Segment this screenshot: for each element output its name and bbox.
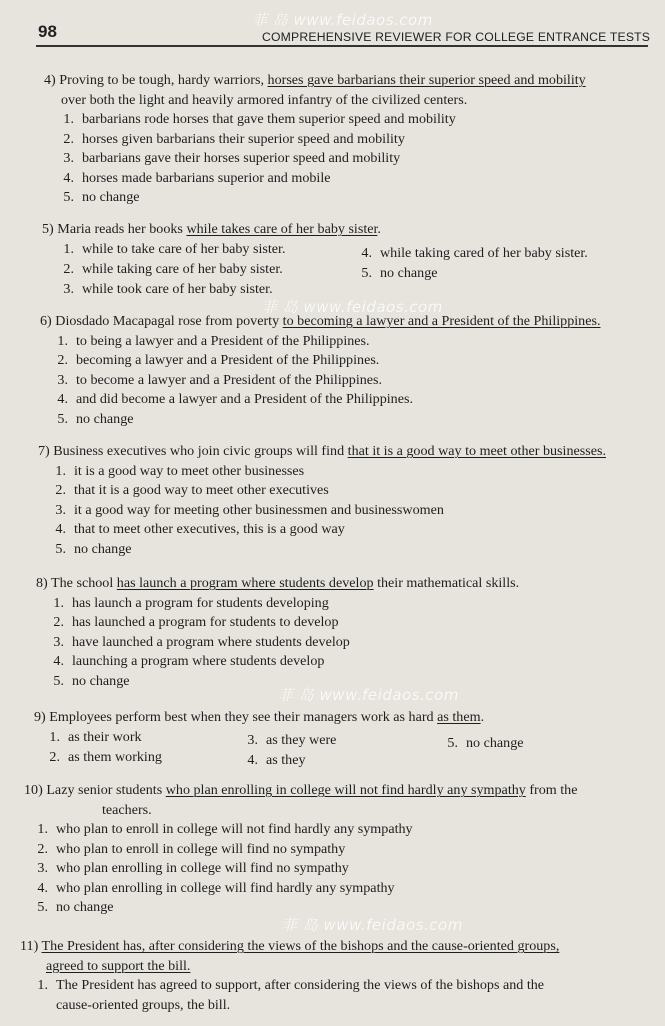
- option-number: 3.: [55, 501, 66, 518]
- option-text: who plan to enroll in college will find no sympathy: [56, 840, 346, 857]
- option-3: [24, 859, 578, 879]
- option-text: it a good way for meeting other businessmen and businesswomen: [74, 501, 444, 518]
- option-number: 5.: [53, 672, 64, 689]
- option-number: 4.: [361, 244, 372, 261]
- option-text: who plan enrolling in college will find hardly any sympathy: [56, 879, 395, 896]
- stem-text: Lazy senior students: [46, 782, 166, 798]
- stem-text: Diosdado Macapagal rose from poverty: [55, 313, 283, 329]
- option-number: 2.: [63, 130, 74, 147]
- option-text: to being a lawyer and a President of the Philippines.: [76, 332, 370, 349]
- watermark: 菲 岛 www.feidaos.com: [262, 298, 443, 316]
- option-5: [40, 672, 519, 692]
- question-number: 5): [42, 221, 54, 237]
- stem-text: .: [480, 709, 485, 725]
- option-5: [42, 540, 606, 560]
- option-4: [234, 751, 306, 771]
- option-text: barbarians gave their horses superior speed and mobility: [82, 150, 401, 166]
- option-number: 1.: [55, 462, 66, 479]
- option-text: no change: [76, 410, 134, 427]
- option-number: 2.: [37, 840, 48, 857]
- option-number: 1.: [63, 240, 74, 257]
- option-number: 4.: [53, 653, 64, 669]
- option-text: while taking cared of her baby sister.: [380, 244, 588, 261]
- option-text: has launch a program for students developing: [72, 594, 329, 611]
- underlined-segment: while takes care of her baby sister: [186, 221, 378, 237]
- option-5: [348, 264, 438, 284]
- option-text: no change: [82, 189, 140, 205]
- question-number: 9): [34, 709, 46, 725]
- option-number: 3.: [37, 860, 48, 876]
- question-stem: [44, 71, 586, 91]
- question-10: [24, 781, 578, 918]
- question-number: 7): [38, 443, 50, 459]
- option-number: 1.: [49, 728, 60, 745]
- stem-text: Employees perform best when they see their managers work as hard: [49, 709, 438, 725]
- question-stem: [20, 937, 559, 957]
- option-text: while to take care of her baby sister.: [82, 240, 286, 257]
- option-text: to become a lawyer and a President of the Philippines.: [76, 371, 383, 388]
- option-5: [44, 410, 601, 430]
- option-2: [40, 613, 519, 633]
- question-8: [36, 574, 519, 691]
- option-number: 1.: [37, 977, 48, 993]
- option-text: that it is a good way to meet other executives: [74, 482, 329, 498]
- option-3: [234, 731, 336, 751]
- question-4: [44, 71, 586, 208]
- option-text: The President has agreed to support, after considering the views of the bishops and the: [56, 977, 545, 993]
- option-number: 2.: [63, 260, 74, 277]
- option-text: barbarians rode horses that gave them superior speed and mobility: [82, 111, 456, 127]
- underlined-segment: agreed to support the bill.: [46, 957, 191, 974]
- question-stem: [24, 781, 578, 801]
- option-5: [434, 734, 524, 754]
- option-text: no change: [74, 540, 132, 557]
- option-1: [42, 462, 606, 482]
- option-2: [42, 481, 606, 501]
- stem-text: from the: [525, 782, 578, 798]
- underlined-segment: that it is a good way to meet other businesses.: [347, 443, 606, 459]
- option-number: 2.: [49, 748, 60, 765]
- option-text: no change: [56, 899, 114, 915]
- option-4: [24, 879, 578, 899]
- option-2: [36, 748, 162, 768]
- stem-continuation: teachers.: [102, 801, 152, 818]
- option-number: 5.: [63, 189, 74, 205]
- option-5: [24, 898, 578, 918]
- option-3: [50, 149, 586, 169]
- option-text: while took care of her baby sister.: [82, 280, 273, 297]
- option-3: [44, 371, 601, 391]
- underlined-segment: The President has, after considering the views of the bishops and the cause-oriented groups,: [41, 938, 560, 954]
- question-number: 4): [44, 72, 56, 88]
- question-stem: [34, 708, 634, 728]
- option-1: [44, 332, 601, 352]
- option-text: while taking care of her baby sister.: [82, 260, 283, 277]
- question-11: [20, 937, 559, 1015]
- underlined-segment: has launch a program where students develop: [116, 575, 374, 591]
- watermark: 菲 岛 www.feidaos.com: [278, 686, 459, 704]
- option-2: [44, 351, 601, 371]
- option-3: [42, 501, 606, 521]
- question-stem: [40, 312, 601, 332]
- option-1: [36, 728, 142, 748]
- question-6: [40, 312, 601, 429]
- stem-text: Proving to be tough, hardy warriors,: [59, 72, 268, 88]
- underlined-segment: who plan enrolling in college will not find hardly any sympathy: [165, 782, 526, 798]
- option-2: [24, 840, 578, 860]
- option-number: 1.: [53, 594, 64, 611]
- question-stem: [42, 220, 632, 240]
- question-number: 8): [36, 575, 48, 591]
- option-text: as they were: [266, 731, 337, 748]
- option-number: 4.: [63, 169, 74, 186]
- option-4: [50, 169, 586, 189]
- option-text: horses given barbarians their superior speed and mobility: [82, 130, 405, 147]
- option-number: 5.: [447, 734, 458, 751]
- option-3: [40, 633, 519, 653]
- option-text: no change: [72, 672, 130, 689]
- stem-text: .: [377, 221, 381, 237]
- question-number: 10): [24, 782, 43, 798]
- option-number: 4.: [57, 391, 68, 407]
- question-stem: [36, 574, 519, 594]
- option-number: 5.: [55, 540, 66, 557]
- question-number: 6): [40, 313, 52, 329]
- option-text: it is a good way to meet other businesses: [74, 462, 305, 479]
- page-number: 98: [38, 22, 57, 41]
- option-text: who plan enrolling in college will find no sympathy: [56, 860, 349, 876]
- option-number: 1.: [37, 821, 48, 837]
- option-text: has launched a program for students to develop: [72, 614, 339, 630]
- option-number: 3.: [57, 371, 68, 388]
- option-number: 1.: [63, 111, 74, 127]
- stem-text: Business executives who join civic groups will find: [53, 443, 348, 459]
- watermark: 菲 岛 www.feidaos.com: [252, 11, 433, 29]
- underlined-segment: horses gave barbarians their superior speed and mobility: [267, 72, 586, 88]
- option-number: 2.: [55, 482, 66, 498]
- option-number: 5.: [57, 410, 68, 427]
- option-text: no change: [466, 734, 524, 751]
- option-number: 2.: [57, 352, 68, 368]
- option-1: [24, 820, 578, 840]
- question-9: [34, 708, 634, 772]
- option-text: who plan to enroll in college will not find hardly any sympathy: [56, 821, 413, 837]
- option-1: [50, 240, 286, 260]
- option-4: [348, 244, 588, 264]
- question-number: 11): [20, 938, 39, 954]
- option-3: [50, 280, 273, 300]
- option-text: as them working: [68, 748, 162, 765]
- option-text: launching a program where students develop: [72, 653, 325, 669]
- option-2: [50, 260, 283, 280]
- stem-continuation: over both the light and heavily armored infantry of the civilized centers.: [61, 91, 468, 108]
- option-number: 3.: [63, 150, 74, 166]
- question-stem: [38, 442, 606, 462]
- stem-text: The school: [51, 575, 117, 591]
- stem-text: Maria reads her books: [57, 221, 187, 237]
- option-text: no change: [380, 264, 438, 281]
- option-text: and did become a lawyer and a President of the Philippines.: [76, 391, 413, 407]
- option-2: [50, 130, 586, 150]
- option-number: 4.: [247, 751, 258, 768]
- option-number: 4.: [55, 521, 66, 537]
- option-1: [40, 594, 519, 614]
- option-number: 2.: [53, 614, 64, 630]
- option-number: 5.: [37, 899, 48, 915]
- option-4: [40, 652, 519, 672]
- option-1: [50, 110, 586, 130]
- option-text: that to meet other executives, this is a good way: [74, 521, 345, 537]
- option-text: horses made barbarians superior and mobile: [82, 169, 331, 186]
- option-text: as their work: [68, 728, 142, 745]
- option-4: [42, 520, 606, 540]
- option-number: 3.: [247, 731, 258, 748]
- option-4: [44, 390, 601, 410]
- option-number: 4.: [37, 879, 48, 896]
- stem-continuation: [20, 957, 559, 977]
- options-grid: [34, 728, 634, 772]
- options-grid: [42, 240, 632, 300]
- option-text: as they: [266, 751, 306, 768]
- option-5: [50, 188, 586, 208]
- question-7: [38, 442, 606, 559]
- underlined-segment: to becoming a lawyer and a President of the Philippines.: [282, 313, 601, 329]
- option-number: 3.: [63, 280, 74, 297]
- option-number: 5.: [361, 264, 372, 281]
- underlined-segment: as them: [437, 709, 481, 725]
- running-header: COMPREHENSIVE REVIEWER FOR COLLEGE ENTRANCE TESTS: [262, 30, 651, 44]
- option-1: [24, 976, 559, 996]
- option-number: 3.: [53, 633, 64, 650]
- option-text: have launched a program where students develop: [72, 633, 350, 650]
- option-1-continuation: cause-oriented groups, the bill.: [56, 996, 231, 1013]
- option-number: 1.: [57, 332, 68, 349]
- watermark: 菲 岛 www.feidaos.com: [282, 916, 463, 934]
- question-5: [42, 220, 632, 300]
- stem-text: their mathematical skills.: [373, 575, 520, 591]
- option-text: becoming a lawyer and a President of the Philippines.: [76, 352, 380, 368]
